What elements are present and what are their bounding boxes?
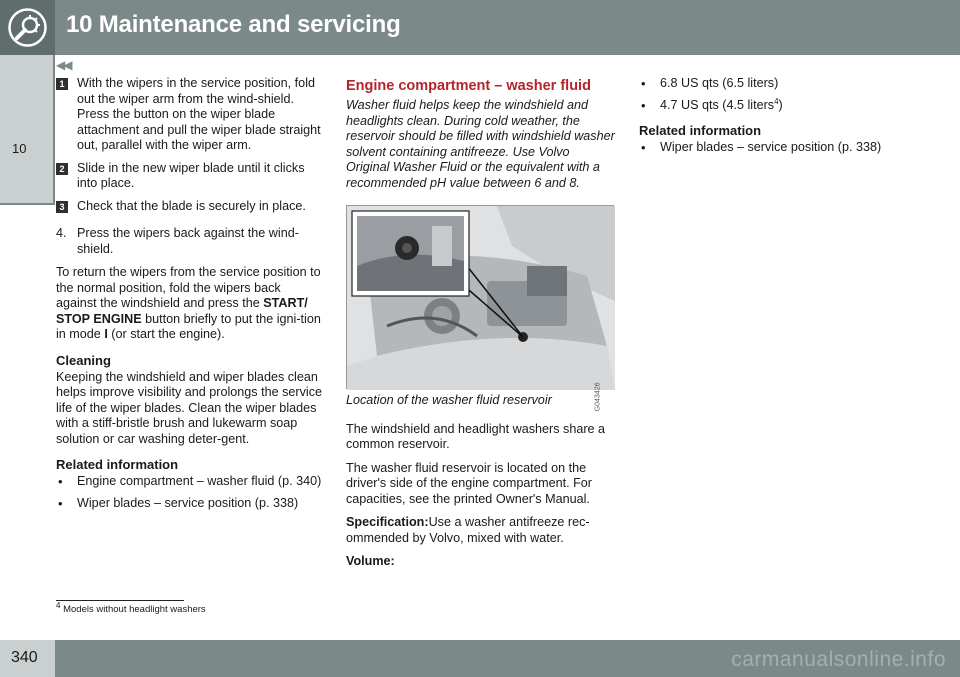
volume-label: Volume:: [346, 554, 395, 568]
text-run: button briefly to put the igni-tion in mode: [56, 311, 321, 341]
section-intro: Washer fluid helps keep the windshield and headlights clean. During cold weather, the reservoir should be filled with windshield washer solvent containing antifreeze. Use Volvo Original Washer Fluid or the equivalent with a recommended pH value between 6 and 8.: [346, 98, 615, 190]
related-info-heading: Related information: [639, 123, 762, 138]
spec-label: Specification:: [346, 515, 429, 529]
footnote: [56, 600, 206, 615]
footnote-divider: [56, 600, 184, 601]
text-run: To return the wipers from the service position to the normal position, fold the wipers back against the windshield and press the: [56, 265, 321, 310]
step-3: [56, 199, 322, 215]
volume-text: 6.8 US qts (6.5 liters): [660, 76, 779, 90]
return-paragraph: [56, 265, 322, 343]
cleaning-heading: Cleaning: [56, 352, 111, 368]
step-badge: 1: [56, 78, 68, 90]
step-text: Press the wipers back against the wind-shield.: [77, 226, 299, 256]
watermark: carmanualsonline.info: [731, 648, 946, 671]
column-right: [639, 76, 929, 162]
step-text: Check that the blade is securely in place.: [77, 198, 306, 213]
section-title: Engine compartment – washer fluid: [346, 78, 591, 94]
column-middle: [346, 76, 616, 578]
step-2: [56, 161, 322, 192]
related-link[interactable]: • Engine compartment – washer fluid (p. 340): [56, 474, 322, 490]
paragraph: The washer fluid reservoir is located on the driver's side of the engine compartment. For capacities, see the printed Owner's Manual.: [346, 460, 592, 506]
chapter-tab[interactable]: [0, 55, 55, 205]
engine-illustration: [347, 206, 615, 390]
figure-caption: Location of the washer fluid reservoir: [346, 393, 552, 407]
page-footer: [0, 640, 960, 677]
step-4: [56, 226, 322, 257]
spec-text: Use a washer antifreeze rec-ommended by Volvo, mixed with water.: [346, 515, 590, 545]
step-badge: 3: [56, 201, 68, 213]
step-1: [56, 76, 322, 154]
text-run: ): [778, 97, 783, 112]
related-link[interactable]: • Wiper blades – service position (p. 338): [56, 496, 322, 512]
step-text: Slide in the new wiper blade until it clicks into place.: [77, 160, 305, 190]
related-link[interactable]: • Wiper blades – service position (p. 338): [639, 140, 929, 156]
start-stop-label: START/ STOP ENGINE: [56, 296, 308, 326]
wrench-gear-icon: [7, 7, 48, 48]
volume-item: [639, 98, 929, 114]
page-header: [0, 0, 960, 55]
step-number: 4.: [56, 226, 67, 240]
page-number: 340: [11, 649, 38, 666]
step-badge: 2: [56, 163, 68, 175]
column-left: [56, 76, 322, 517]
volume-text: 4.7 US qts (4.5 liters: [660, 97, 775, 112]
ignition-mode-label: I: [104, 327, 108, 341]
text-run: (or start the engine).: [107, 327, 225, 341]
figure-code: G043426: [594, 382, 602, 411]
paragraph: The windshield and headlight washers share a common reservoir.: [346, 421, 606, 451]
chapter-tab-label: 10: [12, 141, 27, 156]
footnote-ref[interactable]: 4: [774, 96, 779, 106]
related-info-heading: Related information: [56, 457, 179, 472]
cleaning-text: Keeping the windshield and wiper blades clean helps improve visibility and prolongs the service life of the wiper blades. Clean the wiper blades with a stiff-bristle brush and lukewarm soap solution or car washing deter-gent.: [56, 369, 322, 446]
footnote-marker: 4: [56, 600, 61, 610]
page-number-box: [0, 640, 55, 677]
volume-item: [639, 76, 929, 92]
chapter-icon-box: [0, 0, 55, 55]
specification: [346, 515, 616, 546]
footnote-text: Models without headlight washers: [60, 604, 206, 615]
step-text: With the wipers in the service position, fold out the wiper arm from the wind-shield. Press the button on the wiper blade attachment and pull the wiper blade straight out, parallel with the wiper arm.: [77, 76, 321, 152]
page-title: 10 Maintenance and servicing: [66, 11, 401, 38]
back-arrows-icon[interactable]: ◀◀: [56, 58, 71, 72]
